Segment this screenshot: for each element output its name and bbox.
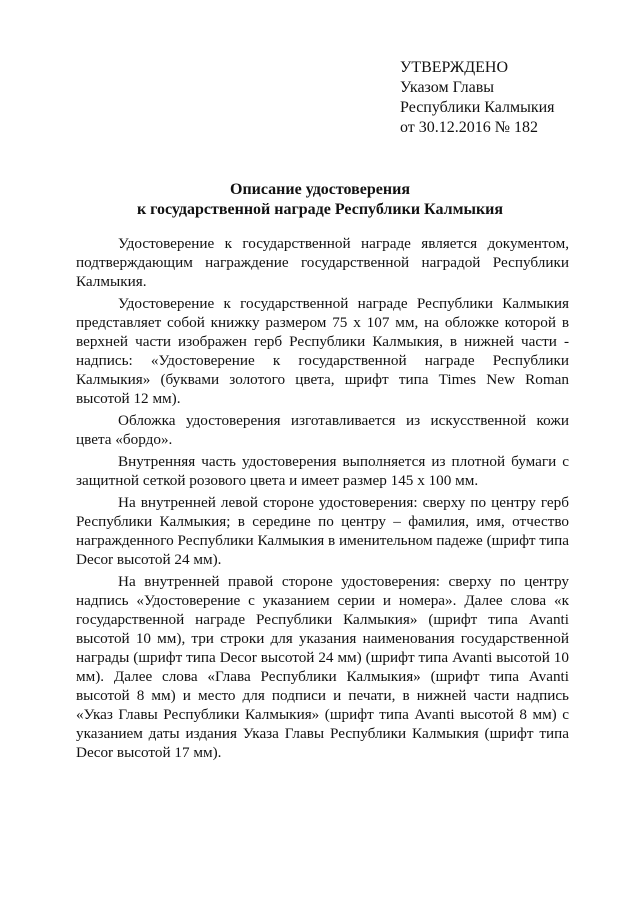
- approval-decree-line: Указом Главы: [400, 79, 495, 96]
- document-title: [0, 180, 640, 220]
- paragraph-cover: Обложка удостоверения изготавливается из искусственной кожи цвета «бордо».: [76, 412, 569, 448]
- paragraph-purpose: Удостоверение к государственной награде является документом, подтверждающим награждение государственной наградой Республики Калмыкия.: [76, 235, 569, 290]
- paragraph-right-side: На внутренней правой стороне удостоверения: сверху по центру надпись «Удостоверение с указанием серии и номера». Далее слова «к государственной награде Республики Калмыкия» (шрифт типа Avanti высотой 10 мм), три строки для указания наименования государственной награды (шрифт типа Decor высотой 24 мм) (шрифт типа Avanti высотой 10 мм). Далее слова «Глава Республики Калмыкия» (шрифт типа Avanti высотой 8 мм) и место для подписи и печати, в нижней части надпись «Указ Главы Республики Калмыкия» (шрифт типа Avanti высотой 8 мм) с указанием даты издания Указа Главы Республики Калмыкия (шрифт типа Decor высотой 17 мм).: [76, 573, 569, 761]
- title-line-1: Описание удостоверения: [230, 181, 410, 198]
- approval-republic-line: Республики Калмыкия: [400, 99, 555, 116]
- paragraph-booklet: Удостоверение к государственной награде Республики Калмыкия представляет собой книжку размером 75 х 107 мм, на обложке которой в верхней части изображен герб Республики Калмыкия, в нижней части - надпись: «Удостоверение к государственной награде Республики Калмыкия» (буквами золотого цвета, шрифт типа Times New Roman высотой 12 мм).: [76, 295, 569, 407]
- paragraph-inner-part: Внутренняя часть удостоверения выполняется из плотной бумаги с защитной сеткой розового цвета и имеет размер 145 х 100 мм.: [76, 453, 569, 489]
- title-line-2: к государственной награде Республики Калмыкия: [136, 201, 504, 218]
- approval-date-line: от 30.12.2016 № 182: [400, 119, 539, 136]
- paragraph-left-side: На внутренней левой стороне удостоверения: сверху по центру герб Республики Калмыкия; в середине по центру – фамилия, имя, отчество награжденного Республики Калмыкия в именительном падеже (шрифт типа Decor высотой 24 мм).: [76, 494, 569, 568]
- approval-heading: УТВЕРЖДЕНО: [400, 59, 509, 76]
- document-body: [76, 234, 569, 765]
- approval-stamp: [400, 58, 555, 138]
